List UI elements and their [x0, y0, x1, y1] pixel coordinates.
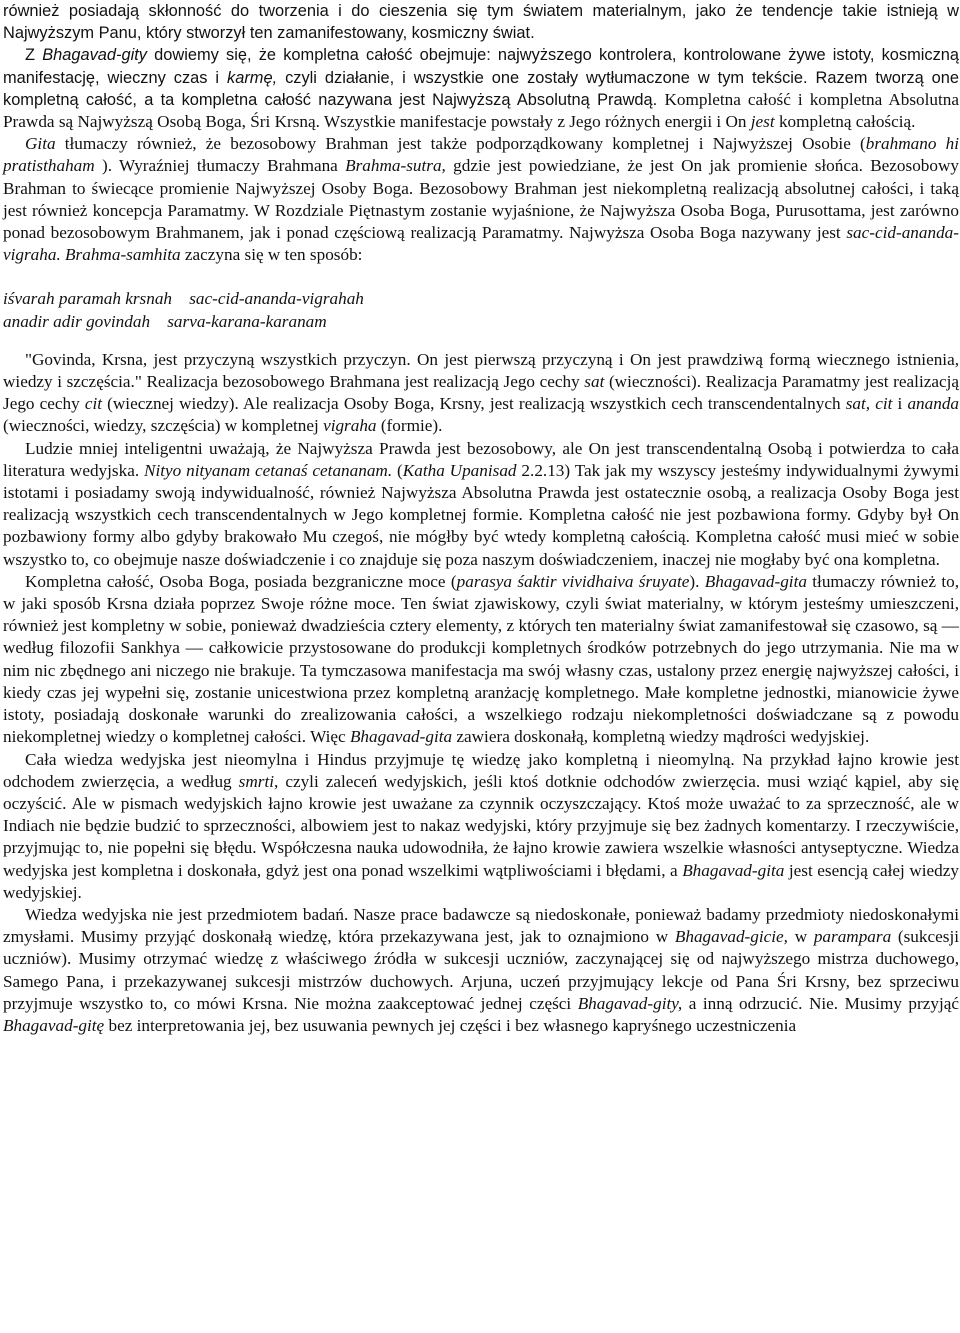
text-run: ). Wyraźniej tłumaczy Brahmana	[94, 156, 346, 176]
text-run: Wiedza wedyjska nie jest przedmiotem badań. Nasze prace badawcze są niedoskonałe, ponieważ badamy przedmioty niedoskonałymi zmysłami. Musimy przyjąć doskonałą wiedzę, która przekazywana jest, jak to oznajmiono w	[3, 904, 959, 947]
italic-text: Bhagavad-gity,	[577, 993, 683, 1013]
text-run: 2.2.13) Tak jak my wszyscy jesteśmy indywidualnymi żywymi istotami i posiadamy swoją indywidualność, również Najwyższa Absolutna Prawda jest ostatecznie osobą, a realizacja Osoby Boga jest realizacją wszystkich cech transcendentalnych w Jego kompletnej formie. Kompletna całość nie jest pozbawiona formy. Gdyby był On pozbawiony formy albo gdyby brakowało Mu czegoś, nie mógłby być wtedy kompletną całością. Kompletna całość musi mieć w sobie wszystko to, co obejmuje nasze doświadczenie i co znajduje się poza naszym doświadczeniem, inaczej nie mogłaby być ona kompletna.	[3, 460, 959, 569]
text-run: (wieczności, wiedzy, szczęścia) w kompletnej	[3, 416, 324, 436]
italic-text: vigraha	[323, 416, 377, 436]
text-run: kompletną całością.	[774, 112, 916, 132]
text-run: (sukcesji uczniów). Musimy otrzymać wiedzę z właściwego źródła w sukcesji uczniów, zaczynającej się od najwyższego mistrza duchowego, Samego Pana, i przekazywanej sukcesji mistrzów duchowych. Arjuna, uczeń przyjmujący lekcje od Pana Śri Krsny, bez sprzeciwu przyjmuje wszystko to, co mówi Krsna. Nie można zaakceptować jednej części	[3, 927, 959, 1013]
text-run: jest esencją całej wiedzy wedyjskiej.	[3, 860, 959, 902]
italic-text: Katha Upanisad	[402, 460, 517, 480]
paragraph	[3, 904, 959, 1037]
italic-text: sat, cit	[845, 394, 893, 414]
paragraph	[3, 571, 959, 749]
paragraph	[3, 0, 959, 44]
text-run: tłumaczy również, że bezosobowy Brahman jest także podporządkowany kompletnej i Najwyższej Osobie (	[55, 134, 866, 154]
italic-text: ananda	[907, 394, 959, 414]
text-run: Kompletna całość, Osoba Boga, posiada bezgraniczne moce (	[25, 571, 457, 591]
text-run: (wiecznej wiedzy). Ale realizacja Osoby Boga, Krsny, jest realizacją wszystkich cech transcendentalnych	[102, 394, 846, 414]
italic-text: smrti	[238, 771, 275, 791]
text-run: bez interpretowania jej, bez usuwania pewnych jej części i bez własnego kapryśnego uczestniczenia	[104, 1015, 797, 1035]
italic-text: Bhagavad-gita	[349, 727, 453, 747]
italic-text: sat	[584, 372, 605, 392]
italic-text: karmę,	[227, 68, 278, 87]
spacer	[3, 266, 959, 288]
verse-line: anadir adir govindah sarva-karana-karanam	[3, 311, 327, 331]
italic-text: Bhagavad-gity	[42, 46, 147, 65]
text-run: i	[892, 394, 908, 414]
text-run: czyli działanie, i wszystkie one zostały wytłumaczone w tym tekście. Razem tworzą one kompletną całość, a ta kompletna całość nazywana jest Najwyższą Absolutną Prawdą.	[3, 68, 959, 109]
text-run: w	[787, 927, 814, 947]
paragraph	[3, 438, 959, 571]
italic-text: jest	[750, 112, 775, 132]
text-run: tłumaczy również to, w jaki sposób Krsna działa poprzez Swoje różne moce. Ten świat zjawiskowy, czyli świat materialny, w którym jesteśmy umieszczeni, również jest kompletny w sobie, ponieważ dwadzieścia cztery elementy, z których ten materialny świat zamanifestował się czasowo, są — według filozofii Sankhya — całkowicie przystosowane do produkcji kompletnych środków potrzebnych do jego utrzymania. Nie ma w nim nic zbędnego ani niczego nie brakuje. Ta tymczasowa manifestacja ma swój własny czas, ustalony przez energię najwyższej całości, i kiedy czas jej wypełni się, zostanie unicestwiona przez kompletną aranżację kompletnego. Małe kompletne jednostki, mianowicie żywe istoty, posiadają doskonałe warunki do zrealizowania całości, a wszelkiego rodzaju niekompletności doświadczane są z powodu niekompletnej wiedzy o kompletnej całości. Więc	[3, 571, 959, 747]
text-run: a inną odrzucić. Nie. Musimy przyjąć	[682, 993, 959, 1013]
italic-text: Bhagavad-gita	[682, 860, 785, 880]
text-run: , czyli zaleceń wedyjskich, jeśli ktoś dotknie odchodów zwierzęcia. musi wziąć kąpiel, aby się oczyścić. Ale w pismach wedyjskich łajno krowie jest uważane za czynnik oczyszczający. Ktoś może uważać to za sprzeczność, ale w Indiach nie będzie budzić to sprzeczności, albowiem jest to nakaz wedyjski, który przyjmuje się bez żadnych komentarzy. I rzeczywiście, przyjmując to, nie popełni się błędu. Współczesna nauka udowodniła, że łajno krowie zawiera wszelkie własności antyseptyczne. Wiedza wedyjska jest kompletna i doskonała, gdyż jest ona ponad wszelkimi wątpliwościami i błędami, a	[3, 771, 960, 880]
text-run: zawiera doskonałą, kompletną wiedzy mądrości wedyjskiej.	[452, 727, 870, 747]
sanskrit-verse	[3, 288, 959, 332]
italic-text: Nityo nityanam cetanaś cetananam.	[144, 460, 393, 480]
text-run: Ludzie mniej inteligentni uważają, że Najwyższa Prawda jest bezosobowy, ale On jest transcendentalną Osobą i potwierdza to cała literatura wedyjska.	[3, 438, 959, 480]
text-body-bottom	[3, 349, 959, 1037]
italic-text: parasya śaktir vividhaiva śruyate	[456, 571, 690, 591]
text-body-top	[3, 0, 959, 266]
spacer	[3, 333, 959, 349]
italic-text: Bhagavad-gitę	[3, 1015, 105, 1035]
italic-text: Gita	[25, 134, 56, 154]
verse-line: iśvarah paramah krsnah sac-cid-ananda-vigrahah	[3, 289, 364, 309]
paragraph	[3, 133, 959, 266]
text-run: gdzie jest powiedziane, że jest On jak promienie słońca. Bezosobowy Brahman to świecące promienie Najwyższej Osoby Boga. Bezosobowy Brahman jest niekompletną realizacją absolutnej całości, i taką jest również koncepcja Paramatmy. W Rozdziale Piętnastym zostanie wyjaśnione, że Najwyższa Osoba Boga, Purusottama, jest zarówno ponad bezosobowym Brahmanem, jak i ponad częściową realizacją Paramatmy. Najwyższa Osoba Boga nazywany jest	[3, 156, 959, 243]
paragraph	[3, 44, 959, 133]
italic-text: Bhagavad-gita	[704, 571, 807, 591]
text-run: "Govinda, Krsna, jest przyczyną wszystkich przyczyn. On jest pierwszą przyczyną i On jest prawdziwą formą wiecznego istnienia, wiedzy i szczęścia." Realizacja bezosobowego Brahmana jest realizacją Jego cechy	[3, 349, 959, 392]
text-run: Z	[25, 46, 43, 65]
text-run: Kompletna całość i kompletna Absolutna Prawda są Najwyższą Osobą Boga, Śri Krsną. Wszystkie manifestacje powstały z Jego różnych energii i On	[3, 89, 959, 132]
italic-text: Brahma-sutra,	[345, 156, 446, 176]
italic-text: cit	[84, 394, 103, 414]
paragraph	[3, 349, 959, 438]
text-run: dowiemy się, że kompletna całość obejmuje: najwyższego kontrolera, kontrolowane żywe istoty, kosmiczną manifestację, wieczny czas i	[3, 46, 959, 87]
text-run: (	[392, 460, 403, 480]
text-run: (formie).	[376, 416, 443, 436]
italic-text: Bhagavad-gicie,	[674, 927, 788, 947]
italic-text: brahmano hi pratisthaham	[3, 134, 959, 176]
text-run: Cała wiedza wedyjska jest nieomylna i Hindus przyjmuje tę wiedzę jako kompletną i nieomylną. Na przykład łajno krowie jest odchodem zwierzęcia, a według	[3, 749, 959, 791]
italic-text: sac-cid-ananda-vigraha. Brahma-samhita	[3, 223, 959, 265]
text-run: również posiadają skłonność do tworzenia i do cieszenia się tym światem materialnym, jako że tendencje takie istnieją w Najwyższym Panu, który stworzył ten zamanifestowany, kosmiczny świat.	[3, 2, 959, 43]
text-run: zaczyna się w ten sposób:	[180, 245, 363, 265]
text-run: ).	[689, 571, 705, 591]
text-run: (wieczności). Realizacja Paramatmy jest realizacją Jego cechy	[3, 372, 960, 414]
italic-text: parampara	[813, 927, 892, 947]
paragraph	[3, 749, 959, 904]
